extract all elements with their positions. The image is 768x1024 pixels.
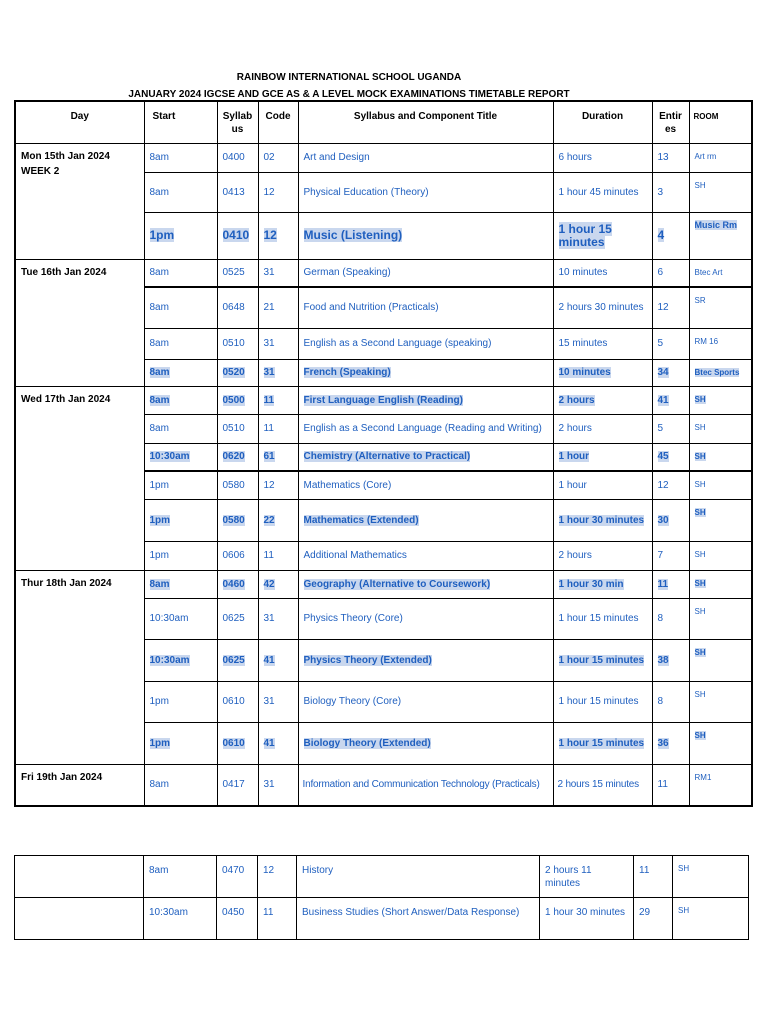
syllabus-cell: 0450: [217, 898, 258, 940]
entries-cell: 38: [652, 639, 689, 681]
duration-cell: 1 hour 15 minutes: [553, 598, 652, 639]
entries-cell: 12: [652, 287, 689, 328]
duration-cell: 1 hour 15 minutes: [553, 212, 652, 259]
start-cell: 1pm: [144, 541, 217, 570]
title-cell: Music (Listening): [298, 212, 553, 259]
room-cell: SR: [689, 287, 752, 328]
entries-cell: 41: [652, 386, 689, 414]
title-cell: Chemistry (Alternative to Practical): [298, 443, 553, 471]
start-cell: 8am: [144, 259, 217, 287]
title-cell: Mathematics (Core): [298, 471, 553, 499]
table-row: [15, 259, 752, 287]
column-header-title: Syllabus and Component Title: [298, 101, 553, 143]
duration-cell: 2 hours 30 minutes: [553, 287, 652, 328]
duration-cell: 10 minutes: [553, 359, 652, 386]
title-cell: Physics Theory (Core): [298, 598, 553, 639]
report-title: JANUARY 2024 IGCSE AND GCE AS & A LEVEL MOCK EXAMINATIONS TIMETABLE REPORT: [128, 89, 570, 100]
room-cell: Btec Sports: [689, 359, 752, 386]
duration-cell: 1 hour 15 minutes: [553, 639, 652, 681]
syllabus-cell: 0510: [217, 328, 258, 359]
day-cell-fri: Fri 19th Jan 2024: [15, 764, 144, 806]
syllabus-cell: 0410: [217, 212, 258, 259]
table-row: [15, 856, 749, 898]
start-cell: 8am: [144, 172, 217, 212]
code-cell: 41: [258, 722, 298, 764]
room-cell: SH: [689, 722, 752, 764]
title-cell: Information and Communication Technology (Practicals): [298, 764, 553, 806]
entries-cell: 8: [652, 598, 689, 639]
syllabus-cell: 0580: [217, 471, 258, 499]
title-cell: Geography (Alternative to Coursework): [298, 570, 553, 598]
syllabus-cell: 0460: [217, 570, 258, 598]
timetable: [14, 100, 753, 807]
room-cell: SH: [689, 681, 752, 722]
start-cell: 8am: [144, 386, 217, 414]
day-cell-thu: Thur 18th Jan 2024: [15, 570, 144, 764]
column-header-day: Day: [15, 101, 144, 143]
duration-cell: 2 hours 11 minutes: [540, 856, 634, 898]
syllabus-cell: 0470: [217, 856, 258, 898]
syllabus-cell: 0525: [217, 259, 258, 287]
entries-cell: 12: [652, 471, 689, 499]
start-cell: 8am: [144, 287, 217, 328]
entries-cell: 30: [652, 499, 689, 541]
title-cell: History: [297, 856, 540, 898]
code-cell: 11: [258, 386, 298, 414]
duration-cell: 10 minutes: [553, 259, 652, 287]
start-cell: 1pm: [144, 212, 217, 259]
duration-cell: 1 hour 45 minutes: [553, 172, 652, 212]
syllabus-cell: 0606: [217, 541, 258, 570]
room-cell: Btec Art: [689, 259, 752, 287]
school-name: RAINBOW INTERNATIONAL SCHOOL UGANDA: [236, 72, 462, 83]
code-cell: 31: [258, 598, 298, 639]
syllabus-cell: 0520: [217, 359, 258, 386]
start-cell: 1pm: [144, 499, 217, 541]
duration-cell: 2 hours 15 minutes: [553, 764, 652, 806]
column-header-start: Start: [144, 101, 217, 143]
room-cell: SH: [689, 598, 752, 639]
table-row: [15, 386, 752, 414]
column-header-code: Code: [258, 101, 298, 143]
day-label: Mon 15th Jan 2024: [21, 150, 110, 162]
start-cell: 1pm: [144, 722, 217, 764]
duration-cell: 6 hours: [553, 143, 652, 172]
room-cell: SH: [689, 471, 752, 499]
table-row: [15, 143, 752, 172]
syllabus-cell: 0580: [217, 499, 258, 541]
code-cell: 41: [258, 639, 298, 681]
title-cell: Food and Nutrition (Practicals): [298, 287, 553, 328]
entries-cell: 6: [652, 259, 689, 287]
title-cell: First Language English (Reading): [298, 386, 553, 414]
start-cell: 10:30am: [144, 898, 217, 940]
room-cell: SH: [689, 386, 752, 414]
start-cell: 8am: [144, 143, 217, 172]
syllabus-cell: 0500: [217, 386, 258, 414]
duration-cell: 1 hour 30 min: [553, 570, 652, 598]
syllabus-cell: 0610: [217, 681, 258, 722]
start-cell: 8am: [144, 570, 217, 598]
code-cell: 12: [258, 471, 298, 499]
title-cell: Additional Mathematics: [298, 541, 553, 570]
title-cell: Biology Theory (Extended): [298, 722, 553, 764]
column-header-syllabus: Syllab us: [217, 101, 258, 143]
code-cell: 02: [258, 143, 298, 172]
room-cell: SH: [689, 570, 752, 598]
table-row: [15, 764, 752, 806]
duration-cell: 2 hours: [553, 386, 652, 414]
code-cell: 61: [258, 443, 298, 471]
entries-cell: 4: [652, 212, 689, 259]
title-cell: Physical Education (Theory): [298, 172, 553, 212]
column-header-duration: Duration: [553, 101, 652, 143]
start-cell: 8am: [144, 359, 217, 386]
code-cell: 11: [258, 414, 298, 443]
entries-cell: 36: [652, 722, 689, 764]
syllabus-cell: 0625: [217, 598, 258, 639]
code-cell: 31: [258, 259, 298, 287]
table-row: [15, 570, 752, 598]
duration-cell: 1 hour 15 minutes: [553, 681, 652, 722]
entries-cell: 8: [652, 681, 689, 722]
table-row: [15, 898, 749, 940]
header-row: [15, 101, 752, 143]
column-header-entries: Entir es: [652, 101, 689, 143]
code-cell: 11: [258, 898, 297, 940]
duration-cell: 15 minutes: [553, 328, 652, 359]
room-cell: RM 16: [689, 328, 752, 359]
room-cell: SH: [689, 499, 752, 541]
room-cell: SH: [673, 898, 749, 940]
code-cell: 31: [258, 359, 298, 386]
entries-cell: 3: [652, 172, 689, 212]
duration-cell: 1 hour 30 minutes: [553, 499, 652, 541]
code-cell: 12: [258, 212, 298, 259]
duration-cell: 1 hour 15 minutes: [553, 722, 652, 764]
room-cell: SH: [673, 856, 749, 898]
code-cell: 31: [258, 764, 298, 806]
start-cell: 1pm: [144, 681, 217, 722]
duration-cell: 1 hour 30 minutes: [540, 898, 634, 940]
day-cell-mon: [15, 143, 144, 259]
code-cell: 12: [258, 172, 298, 212]
duration-cell: 1 hour: [553, 443, 652, 471]
code-cell: 31: [258, 681, 298, 722]
start-cell: 10:30am: [144, 598, 217, 639]
day-cell: [15, 898, 144, 940]
title-cell: English as a Second Language (speaking): [298, 328, 553, 359]
title-cell: German (Speaking): [298, 259, 553, 287]
start-cell: 10:30am: [144, 639, 217, 681]
room-cell: RM1: [689, 764, 752, 806]
room-cell: Music Rm: [689, 212, 752, 259]
entries-cell: 13: [652, 143, 689, 172]
entries-cell: 7: [652, 541, 689, 570]
code-cell: 22: [258, 499, 298, 541]
title-cell: Business Studies (Short Answer/Data Response): [297, 898, 540, 940]
title-cell: French (Speaking): [298, 359, 553, 386]
duration-cell: 1 hour: [553, 471, 652, 499]
day-cell-wed: Wed 17th Jan 2024: [15, 386, 144, 570]
code-cell: 21: [258, 287, 298, 328]
room-cell: SH: [689, 541, 752, 570]
start-cell: 8am: [144, 764, 217, 806]
syllabus-cell: 0417: [217, 764, 258, 806]
code-cell: 42: [258, 570, 298, 598]
timetable-continued: [14, 855, 749, 940]
syllabus-cell: 0648: [217, 287, 258, 328]
day-cell-tue: Tue 16th Jan 2024: [15, 259, 144, 386]
entries-cell: 45: [652, 443, 689, 471]
entries-cell: 11: [634, 856, 673, 898]
week-label: WEEK 2: [21, 165, 60, 177]
duration-cell: 2 hours: [553, 414, 652, 443]
title-cell: Art and Design: [298, 143, 553, 172]
entries-cell: 29: [634, 898, 673, 940]
syllabus-cell: 0510: [217, 414, 258, 443]
column-header-room: ROOM: [689, 101, 752, 143]
start-cell: 1pm: [144, 471, 217, 499]
entries-cell: 5: [652, 414, 689, 443]
code-cell: 12: [258, 856, 297, 898]
syllabus-cell: 0620: [217, 443, 258, 471]
title-cell: English as a Second Language (Reading and Writing): [298, 414, 553, 443]
room-cell: SH: [689, 172, 752, 212]
start-cell: 10:30am: [144, 443, 217, 471]
room-cell: SH: [689, 639, 752, 681]
entries-cell: 5: [652, 328, 689, 359]
room-cell: Art rm: [689, 143, 752, 172]
entries-cell: 34: [652, 359, 689, 386]
room-cell: SH: [689, 414, 752, 443]
start-cell: 8am: [144, 856, 217, 898]
syllabus-cell: 0413: [217, 172, 258, 212]
entries-cell: 11: [652, 764, 689, 806]
entries-cell: 11: [652, 570, 689, 598]
room-cell: SH: [689, 443, 752, 471]
start-cell: 8am: [144, 414, 217, 443]
syllabus-cell: 0625: [217, 639, 258, 681]
duration-cell: 2 hours: [553, 541, 652, 570]
start-cell: 8am: [144, 328, 217, 359]
code-cell: 31: [258, 328, 298, 359]
day-cell: [15, 856, 144, 898]
title-cell: Physics Theory (Extended): [298, 639, 553, 681]
title-cell: Biology Theory (Core): [298, 681, 553, 722]
syllabus-cell: 0400: [217, 143, 258, 172]
code-cell: 11: [258, 541, 298, 570]
title-cell: Mathematics (Extended): [298, 499, 553, 541]
syllabus-cell: 0610: [217, 722, 258, 764]
